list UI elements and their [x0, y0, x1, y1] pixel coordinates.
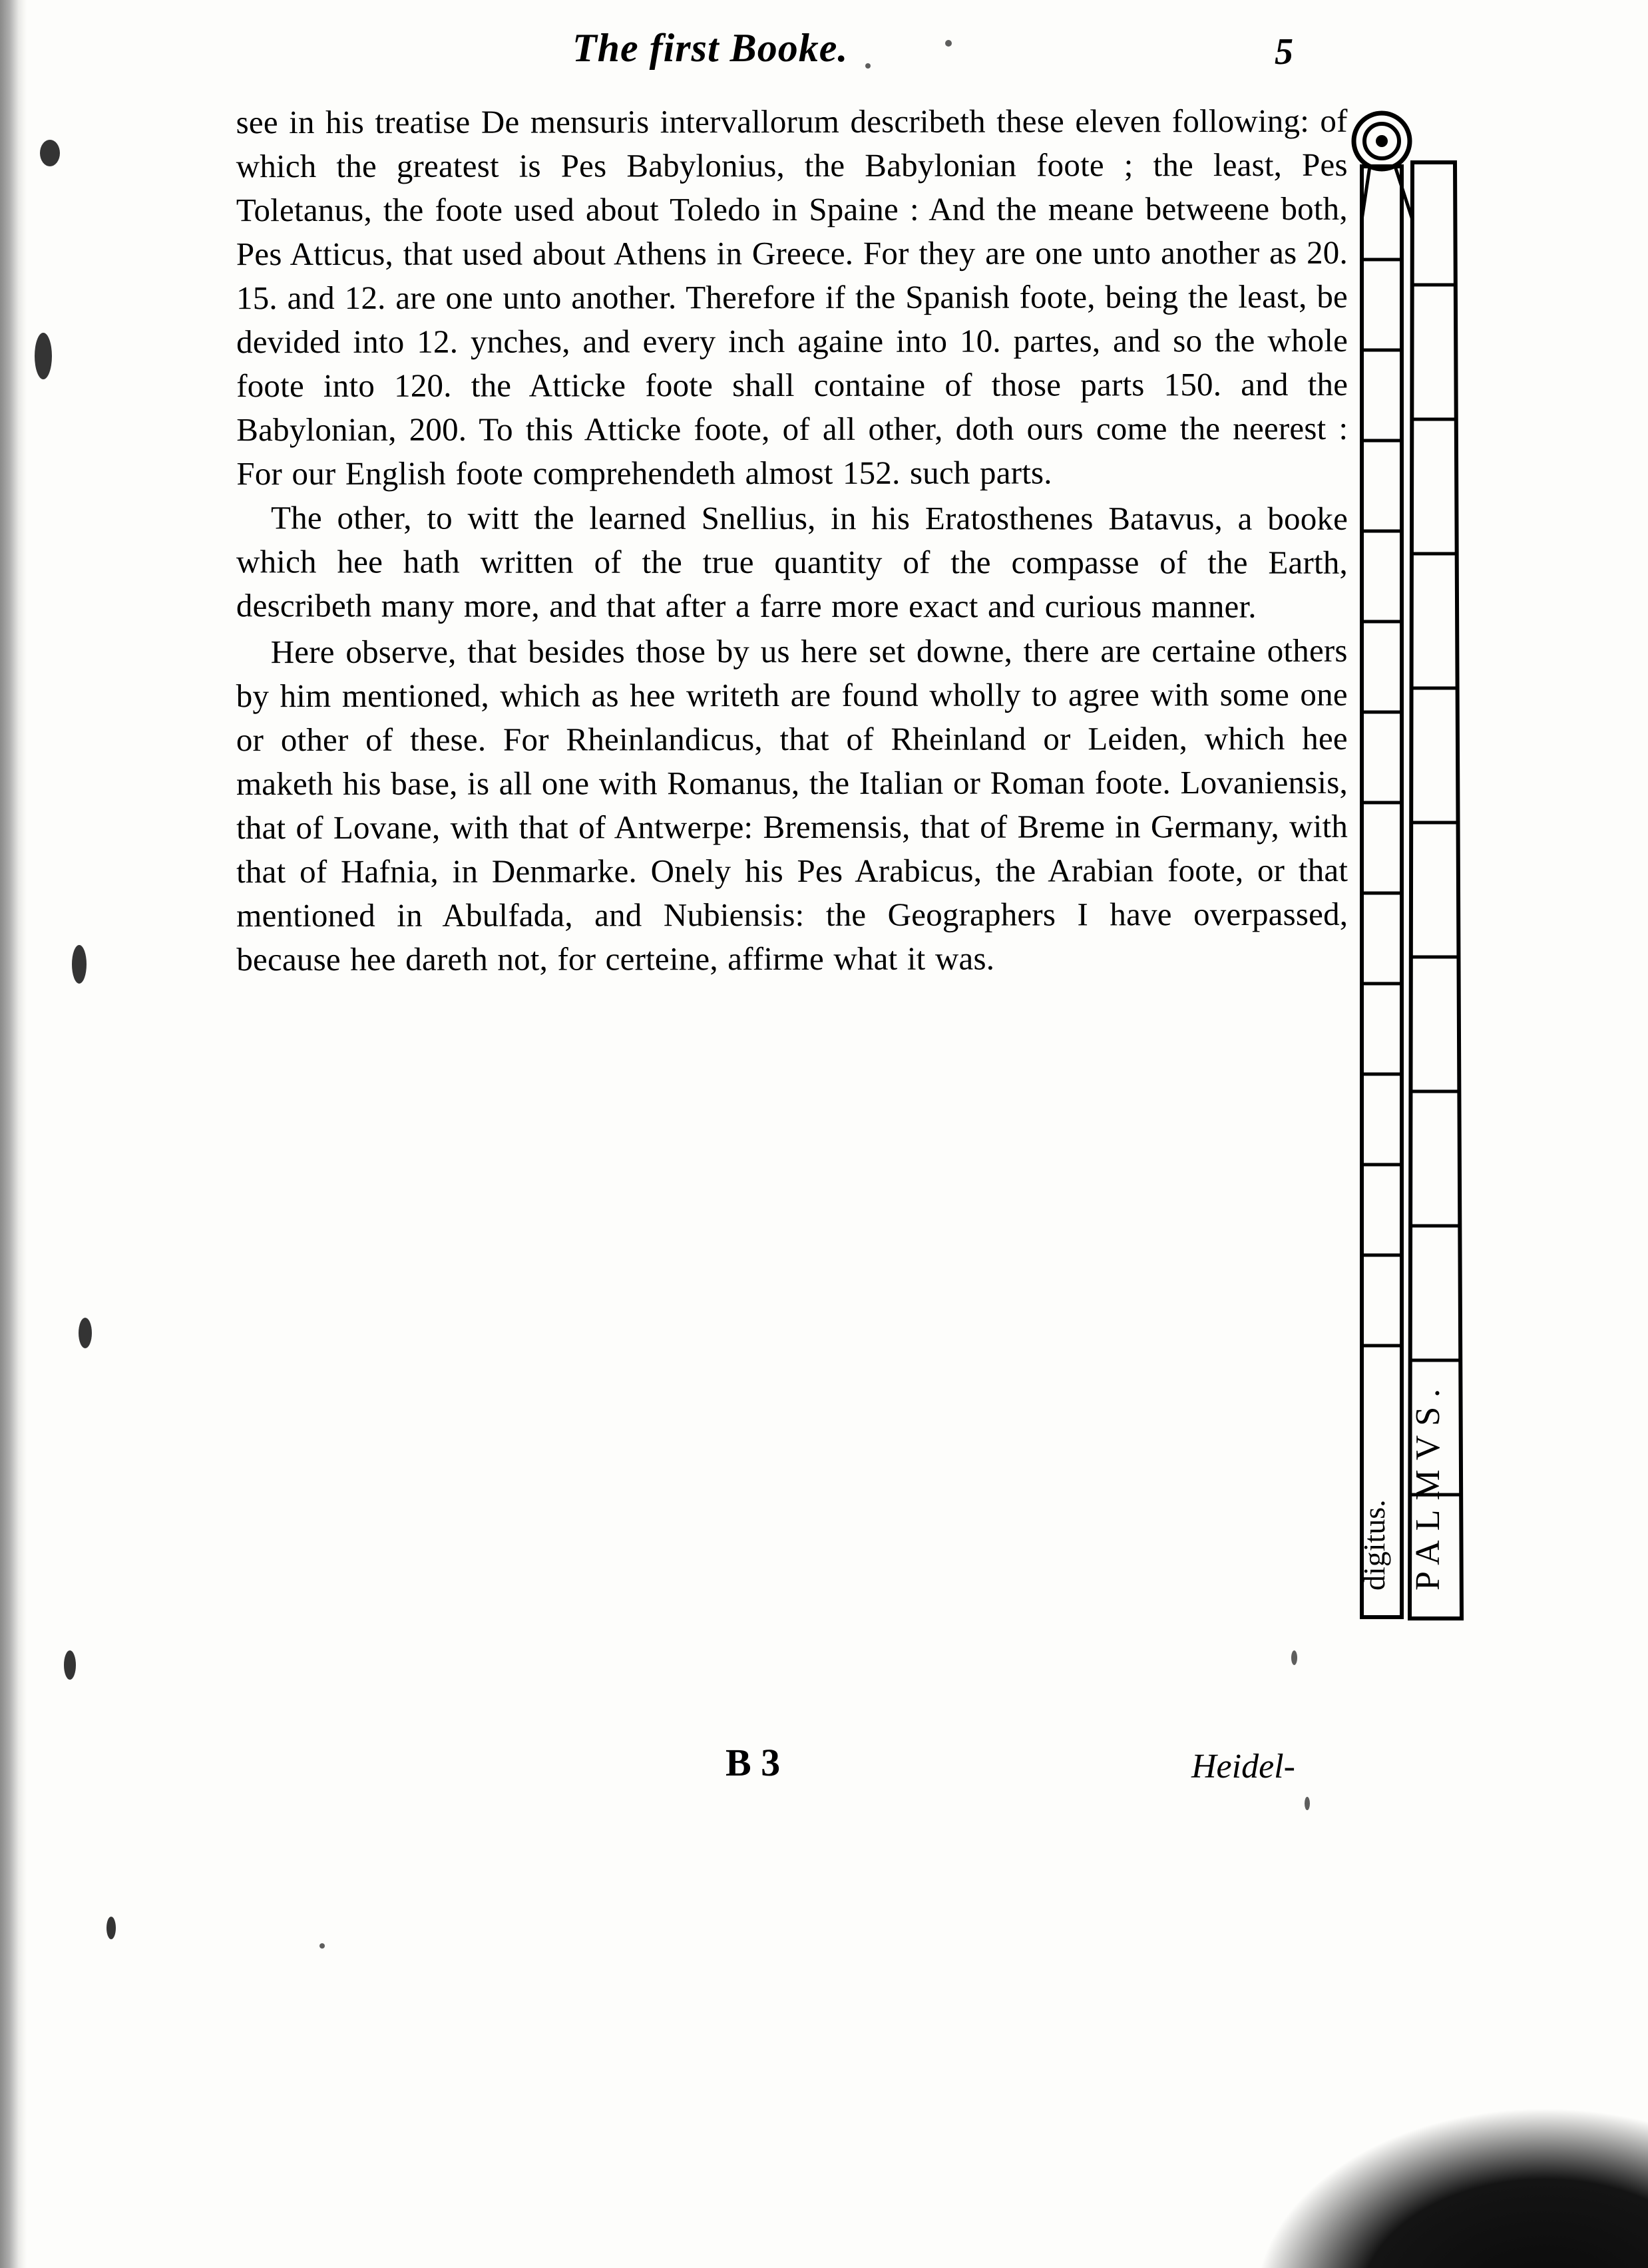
scan-blemish: [79, 1318, 92, 1348]
scan-blemish: [64, 1650, 76, 1680]
catchword: Heidel-: [1191, 1748, 1295, 1786]
paragraph: Here observe, that besides those by us here set downe, there are certaine others by him mentioned, which as hee writeth are found wholly to agree with some one or other of these. For Rheinlandicus, that of Rheinland or Leiden, which hee maketh his base, is all one with Romanus, the Italian or Roman foote. Lovaniensis, that of Lovane, with that of Antwerpe: Bremensis, that of Breme in Germany, with that of Hafnia, in Denmarke. Onely his Pes Arabicus, the Arabian foote, or that mentioned in Abulfada, and Nubiensis: the Geographers I have overpassed, because hee dareth not, for certeine, affirme what it was.: [236, 632, 1348, 978]
paragraph: The other, to witt the learned Snellius, in his Eratosthenes Batavus, a booke which hee hath written of the true quantity of the compasse of the Earth, describeth many more, and that after a farre more exact and curious manner.: [236, 499, 1348, 625]
page-header: [0, 25, 1648, 85]
scan-corner-shadow: [1235, 2095, 1648, 2268]
scan-blemish: [72, 945, 87, 984]
scan-blemish: [106, 1917, 116, 1939]
page-title: The first Booke.: [572, 26, 849, 70]
scan-edge-shadow: [0, 0, 27, 2268]
page-number: 5: [1275, 31, 1293, 73]
paragraph: see in his treatise De mensuris intervallorum describeth these eleven following: of which the greatest is Pes Babylonius, the Babylonian foote ; the least, Pes Toletanus, the foote used about Toledo in Spaine : And the meane betweene both, Pes Atticus, that used about Athens in Greece. For they are one unto another as 20. 15. and 12. are one unto another. Therefore if the Spanish foote, being the least, be devided into 12. ynches, and every inch againe into 10. partes, and so the whole foote into 120. the Atticke foote shall containe of those parts 150. and the Babylonian, 200. To this Atticke foote, of all other, doth ours come the neerest : For our English foote comprehendeth almost 152. such parts.: [236, 102, 1348, 492]
page-footer: [0, 1740, 1648, 1820]
measuring-scale-diagram: [1338, 106, 1504, 1704]
scale-left-label: digitus.: [1357, 1499, 1391, 1591]
signature-mark: B 3: [725, 1741, 781, 1784]
ink-speck: [1291, 1650, 1297, 1665]
scale-right-label: PALMVS.: [1409, 1379, 1447, 1591]
scan-blemish: [35, 333, 52, 379]
scan-blemish: [40, 140, 60, 166]
ink-speck: [319, 1943, 325, 1949]
body-text: [236, 100, 1348, 982]
